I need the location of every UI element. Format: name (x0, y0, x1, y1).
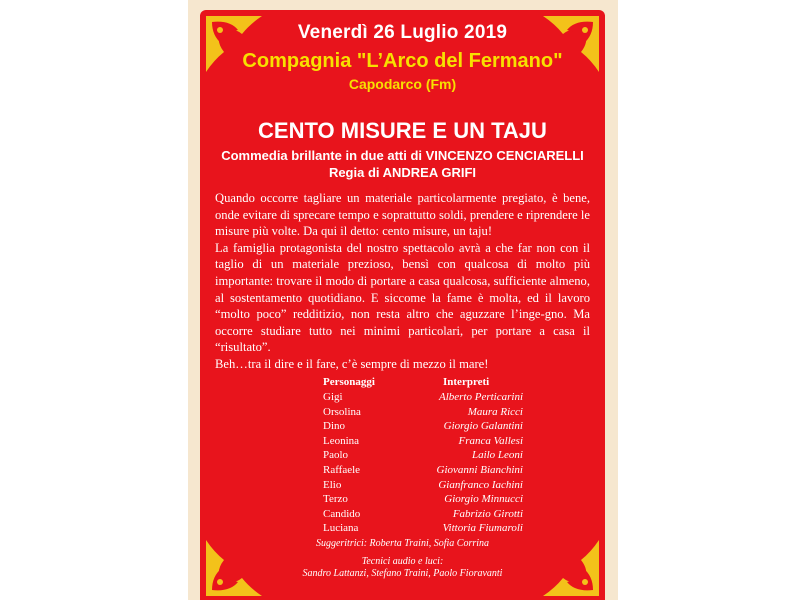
character-name: Leonina (323, 434, 360, 447)
play-title: CENTO MISURE E UN TAJU (258, 118, 547, 143)
actor-name: Lailo Leoni (471, 449, 523, 462)
technicians-label: Tecnici audio e luci: (361, 556, 444, 567)
cast-header-characters: Personaggi (323, 376, 375, 388)
character-name: Raffaele (323, 463, 361, 476)
character-name: Dino (323, 420, 345, 433)
actor-name: Franca Vallesi (458, 434, 523, 447)
actor-name: Alberto Perticarini (438, 391, 523, 403)
character-name: Gigi (323, 391, 343, 403)
cast-row (323, 492, 523, 507)
cast-row (323, 419, 523, 434)
character-name: Paolo (323, 449, 349, 462)
actor-name: Vittoria Fiumaroli (442, 522, 523, 535)
technicians-names: Sandro Lattanzi, Stefano Traini, Paolo Fioravanti (302, 568, 503, 579)
synopsis-paragraph-3: Beh…tra il dire e il fare, c’è sempre di mezzo il mare! (215, 356, 489, 371)
actor-name: Giorgio Minnucci (444, 493, 523, 506)
cast-list (323, 376, 523, 536)
cast-row (323, 463, 523, 478)
cast-row (323, 390, 523, 405)
cast-header-actors: Interpreti (443, 376, 490, 388)
character-name: Orsolina (323, 405, 361, 418)
actor-name: Giovanni Bianchini (436, 463, 523, 476)
actor-name: Gianfranco Iachini (438, 478, 523, 491)
actor-name: Giorgio Galantini (443, 420, 523, 433)
character-name: Luciana (323, 522, 359, 535)
cast-row (323, 507, 523, 522)
event-date: Venerdì 26 Luglio 2019 (297, 22, 508, 43)
synopsis (215, 190, 590, 373)
actor-name: Fabrizio Girotti (452, 507, 523, 520)
actor-name: Maura Ricci (467, 405, 523, 418)
cast-row (323, 405, 523, 420)
prompters-credit: Suggeritrici: Roberta Traini, Sofia Corrina (315, 538, 490, 549)
cast-row (323, 448, 523, 463)
character-name: Elio (323, 478, 342, 491)
red-poster-panel (200, 10, 605, 600)
cast-row (323, 478, 523, 493)
character-name: Terzo (323, 493, 348, 506)
company-place: Capodarco (Fm) (348, 76, 457, 92)
cast-header (323, 376, 523, 390)
play-subtitle: Commedia brillante in due atti di VINCENZO CENCIARELLI (221, 148, 584, 163)
cast-row (323, 434, 523, 449)
cast-row (323, 521, 523, 536)
synopsis-paragraph-2: La famiglia protagonista del nostro spettacolo avrà a che far non con il taglio di un materiale prezioso, bensì con qualcosa di molto più importante: trovare il modo di portare a casa qualcosa, sufficiente almeno, al sostentamento quotidiano. E siccome la fame è molta, ed il lavoro “molto poco” redditizio, non resta altro che aguzzare l’inge-gno. Ma occorre studiare tutto nei minimi particolari, per portare a casa il “risultato”. (215, 240, 590, 355)
character-name: Candido (323, 507, 361, 520)
synopsis-paragraph-1: Quando occorre tagliare un materiale particolarmente pregiato, è bene, onde evitare di sprecare tempo e soprattutto soldi, prendere e riprendere le misure più volte. Da qui il detto: cento misure, un taju! (215, 191, 590, 239)
play-director: Regia di ANDREA GRIFI (328, 165, 477, 180)
company-name: Compagnia "L’Arco del Fermano" (242, 50, 563, 72)
